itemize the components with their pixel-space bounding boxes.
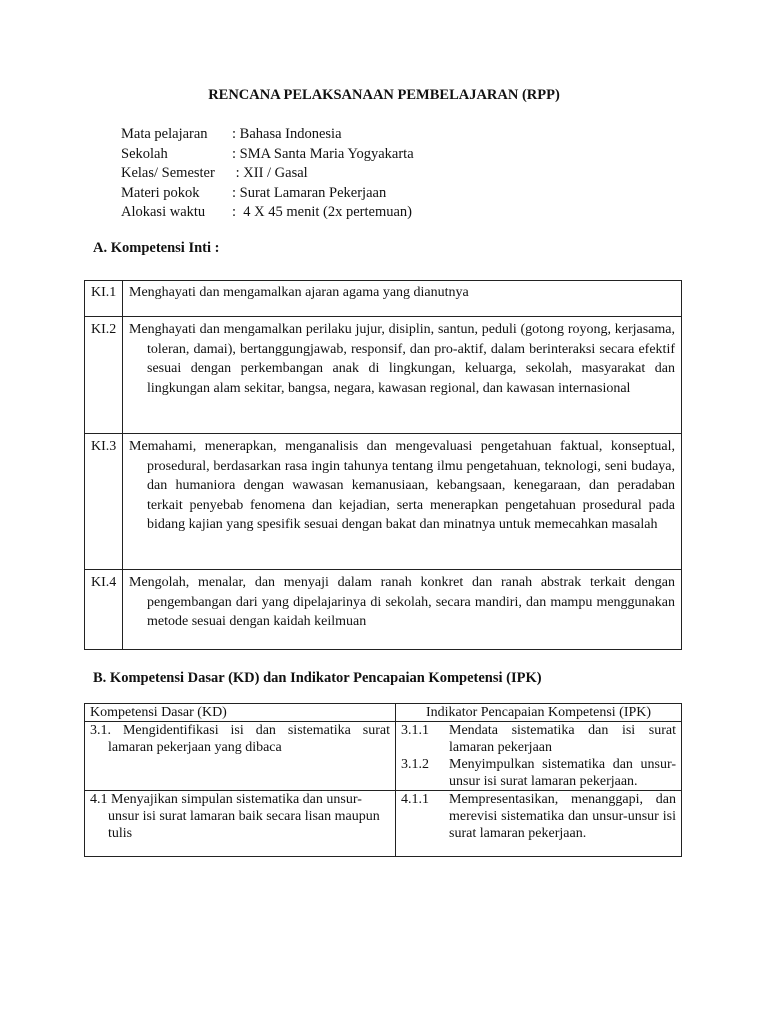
section-a-heading: A. Kompetensi Inti : <box>93 240 220 256</box>
info-value: : Bahasa Indonesia <box>232 126 342 142</box>
info-value: : SMA Santa Maria Yogyakarta <box>232 145 414 162</box>
info-label: Sekolah <box>121 145 168 162</box>
info-value: : XII / Gasal <box>232 165 308 181</box>
ipk-text: Menyimpulkan sistematika dan unsur-unsur isi surat lamaran pekerjaan. <box>449 757 676 789</box>
page-title: RENCANA PELAKSANAAN PEMBELAJARAN (RPP) <box>208 87 560 103</box>
info-label: Materi pokok <box>121 184 200 201</box>
kd-text: 3.1. Mengidentifikasi isi dan sistematika surat lamaran pekerjaan yang dibaca <box>90 723 390 755</box>
ki-code: KI.3 <box>85 434 123 570</box>
table-row <box>85 570 682 650</box>
table-header-row <box>85 704 682 722</box>
section-b-heading: B. Kompetensi Dasar (KD) dan Indikator Pencapaian Kompetensi (IPK) <box>93 670 542 686</box>
ki-text: Menghayati dan mengamalkan perilaku jujur, disiplin, santun, peduli (gotong royong, kerjasama, toleran, damai), bertanggungjawab, responsif, dan pro-aktif, dalam berinteraksi secara efektif sesuai dengan perkembangan anak di lingkungan, keluarga, sekolah, masyarakat dan lingkungan alam sekitar, bangsa, negara, kawasan regional, dan kawasan internasional <box>129 322 675 396</box>
info-row-subject <box>121 125 414 145</box>
info-row-material <box>121 184 414 204</box>
kompetensi-inti-table <box>84 280 682 650</box>
ipk-text: Mempresentasikan, menanggapi, dan merevisi sistematika dan unsur-unsur isi surat lamaran pekerjaan. <box>449 792 676 841</box>
table-row <box>85 317 682 434</box>
table-row <box>85 434 682 570</box>
column-header-ipk: Indikator Pencapaian Kompetensi (IPK) <box>396 704 682 722</box>
ipk-item <box>401 722 676 756</box>
kd-text: 4.1 Menyajikan simpulan sistematika dan unsur-unsur isi surat lamaran baik secara lisan maupun tulis <box>90 792 380 841</box>
info-row-class <box>121 164 414 184</box>
table-row <box>85 281 682 317</box>
ipk-text: Mendata sistematika dan isi surat lamaran pekerjaan <box>449 723 676 755</box>
ipk-number: 3.1.2 <box>401 757 429 772</box>
info-row-time <box>121 203 414 223</box>
ipk-item <box>401 791 676 842</box>
kd-ipk-table <box>84 703 682 857</box>
ki-text: Mengolah, menalar, dan menyaji dalam ranah konkret dan ranah abstrak terkait dengan pengembangan dari yang dipelajarinya di sekolah, secara mandiri, dan mampu menggunakan metode sesuai dengan kaidah keilmuan <box>129 575 675 629</box>
table-row <box>85 722 682 791</box>
ipk-item <box>401 756 676 790</box>
ki-code: KI.2 <box>85 317 123 434</box>
table-row <box>85 791 682 857</box>
column-header-kd: Kompetensi Dasar (KD) <box>85 704 396 722</box>
ki-text: Menghayati dan mengamalkan ajaran agama yang dianutnya <box>123 281 682 317</box>
info-value: : Surat Lamaran Pekerjaan <box>232 184 387 201</box>
info-label: Alokasi waktu <box>121 204 206 220</box>
info-label: Kelas/ Semester <box>121 165 215 181</box>
ki-code: KI.1 <box>85 281 123 317</box>
info-row-school <box>121 145 414 165</box>
ipk-number: 4.1.1 <box>401 792 429 807</box>
lesson-info <box>121 125 414 223</box>
info-label: Mata pelajaran <box>121 126 208 142</box>
ki-text: Memahami, menerapkan, menganalisis dan mengevaluasi pengetahuan faktual, konseptual, prosedural, berdasarkan rasa ingin tahunya tentang ilmu pengetahuan, teknologi, seni budaya, dan humaniora dengan wawasan kemanusiaan, kebangsaan, kenegaraan, dan peradaban terkait penyebab fenomena dan kejadian, serta menerapkan pengetahuan prosedural pada bidang kajian yang spesifik sesuai dengan bakat dan minatnya untuk memecahkan masalah <box>129 439 675 532</box>
ki-code: KI.4 <box>85 570 123 650</box>
ipk-number: 3.1.1 <box>401 723 429 738</box>
info-value: : 4 X 45 menit (2x pertemuan) <box>232 204 412 220</box>
